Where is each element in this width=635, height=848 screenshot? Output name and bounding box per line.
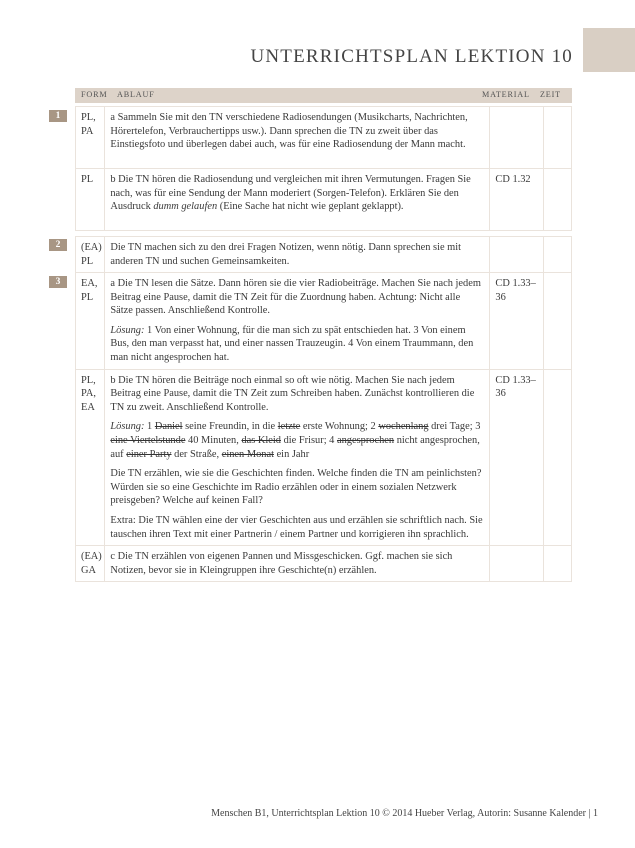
zeit-cell [543,107,571,169]
solution-segment: ein Jahr [273,448,310,460]
ablauf-text: b Die TN hören die Beiträge noch einmal so oft wie nötig. Machen Sie nach jedem Beitrag eine Pause, damit die TN Zeit zum Schreiben haben. Zunächst kontrollieren die TN zu zweit. Anschließend Kontrolle. [110,374,475,413]
section-number-badge: 2 [49,239,67,251]
form-cell: PL [76,169,105,231]
page-tab-decoration [583,28,635,72]
solution-body: 1 Von einer Wohnung, für die man sich zu spät entschieden hat. 3 Von einem Bus, den man verpasst hat, und einer nassen Trauzeugin. 4 Von einem Traummann, den man nicht angesprochen hat. [110,324,474,363]
table-header [75,88,572,103]
struck-word: eine Viertelstunde [110,434,186,446]
header-ablauf: ABLAUF [117,90,155,99]
section-number-badge: 1 [49,110,67,122]
table-row [76,169,572,231]
form-cell: (EA) GA [76,546,105,582]
solution-segment: seine Freundin, in die [182,421,278,433]
struck-word: einer Party [126,448,172,460]
ablauf-text: a Die TN lesen die Sätze. Dann hören sie die vier Radiobeiträge. Machen Sie nach jedem Beitrag eine Pause, damit die TN Zeit für die Zuordnung haben. Achtung: Nicht alle Sätze passen. Anschließend Kontrolle. [110,278,481,317]
page-footer: Menschen B1, Unterrichtsplan Lektion 10 © 2014 Hueber Verlag, Autorin: Susanne Kalender | 1 [211,808,598,819]
struck-word: einen Monat [221,448,274,460]
solution-body [110,421,480,459]
ablauf-cell [105,369,490,546]
solution-segment: 1 [144,421,155,433]
ablauf-text: b Die TN hören die Radiosendung und vergleichen mit ihren Vermutungen. Fragen Sie nach, was für eine Sendung der Mann moderiert (Sorgen-Telefon). Erklären Sie den Ausdruck [110,174,471,213]
solution-segment: die Frisur; 4 [280,434,337,446]
solution-label: Lösung: [110,421,145,433]
zeit-cell [543,546,571,582]
struck-word: Daniel [154,421,183,433]
ablauf-italic-term: dumm gelaufen [153,201,218,213]
solution-segment: 40 Minuten, [185,434,242,446]
table-row [76,107,572,169]
zeit-cell [543,169,571,231]
table-row [76,273,572,370]
material-cell: CD 1.32 [490,169,543,231]
ablauf-cell: c Die TN erzählen von eigenen Pannen und Missgeschicken. Ggf. machen sie sich Notizen, bevor sie in Kleingruppen ihre Geschichte(n) erzählen. [105,546,490,582]
zeit-cell [543,369,571,546]
struck-word: das Kleid [241,434,281,446]
material-cell: CD 1.33–36 [490,273,543,370]
material-cell [490,107,543,169]
page-title: UNTERRICHTSPLAN LEKTION 10 [250,46,573,67]
solution-segment: drei Tage; 3 [428,421,481,433]
struck-word: wochenlang [378,421,429,433]
zeit-cell [543,273,571,370]
solution-text [110,420,484,461]
extra-text: Extra: Die TN wählen eine der vier Geschichten aus und erzählen sie schriftlich nach. Sie tauschen ihren Text mit einer Partnerin / einem Partner und korrigieren ihn sprachlich. [110,514,483,540]
solution-segment: nicht angesprochen, auf [110,434,480,460]
ablauf-cell [105,273,490,370]
header-form: FORM [81,90,108,99]
solution-label: Lösung: [110,324,145,336]
material-cell: CD 1.33–36 [490,369,543,546]
ablauf-cell: Die TN machen sich zu den drei Fragen Notizen, wenn nötig. Dann sprechen sie mit anderen TN und suchen Gemeinsamkeiten. [105,237,490,273]
material-cell [490,237,543,273]
struck-word: angesprochen [336,434,395,446]
solution-segment: erste Wohnung; 2 [300,421,379,433]
header-material: MATERIAL [482,90,530,99]
header-zeit: ZEIT [540,90,561,99]
form-cell: EA, PL [76,273,105,370]
table-row [76,546,572,582]
table-row [76,237,572,273]
section-3-table [75,272,572,582]
discussion-text: Die TN erzählen, wie sie die Geschichten finden. Welche finden die TN am peinlichsten? Würden sie so eine Geschichte im Radio erzählen oder in einem sozialen Netzwerk preisgeben? Welche auf keinen Fall? [110,468,482,507]
struck-word: letzte [277,421,301,433]
form-cell: (EA) PL [76,237,105,273]
section-number-badge: 3 [49,276,67,288]
form-cell: PL, PA [76,107,105,169]
zeit-cell [543,237,571,273]
solution-segment: der Straße, [171,448,222,460]
ablauf-cell: a Sammeln Sie mit den TN verschiedene Radiosendungen (Musikcharts, Nachrichten, Hörertelefon, Verbrauchertipps usw.). Dann sprechen die TN zu zweit über das Einstiegsfoto und überlegen dabei auch, was für eine Radiosendung der Mann macht. [105,107,490,169]
form-cell: PL, PA, EA [76,369,105,546]
material-cell [490,546,543,582]
ablauf-cell [105,169,490,231]
section-2-table [75,236,572,273]
table-row [76,369,572,546]
solution-text [110,324,484,365]
section-1-table [75,106,572,231]
ablauf-text: (Eine Sache hat nicht wie geplant geklappt). [217,201,404,213]
